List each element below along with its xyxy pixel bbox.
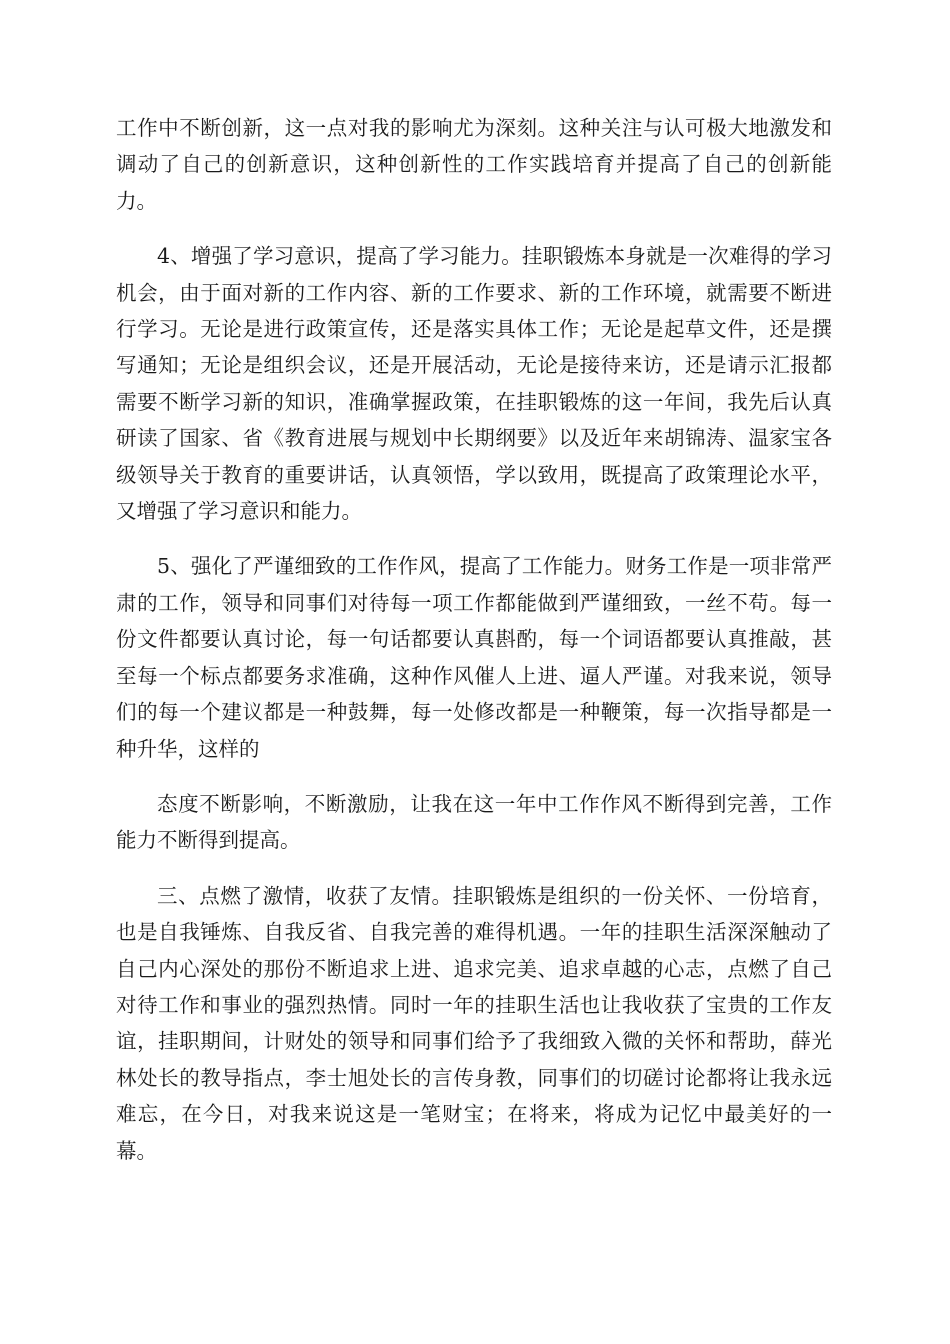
paragraph-learning: 4、增强了学习意识，提高了学习能力。挂职锻炼本身就是一次难得的学习机会，由于面对新的工作内容、新的工作要求、新的工作环境，就需要不断进行学习。无论是进行政策宣传，还是落实具体工作；无论是起草文件，还是撰写通知；无论是组织会议，还是开展活动，无论是接待来访，还是请示汇报都需要不断学习新的知识，准确掌握政策，在挂职锻炼的这一年间，我先后认真研读了国家、省《教育进展与规划中长期纲要》以及近年来胡锦涛、温家宝各级领导关于教育的重要讲话，认真领悟，学以致用，既提高了政策理论水平，又增强了学习意识和能力。 bbox=[116, 244, 832, 524]
paragraph-continuation: 工作中不断创新，这一点对我的影响尤为深刻。这种关注与认可极大地激发和调动了自己的创新意识，这种创新性的工作实践培育并提高了自己的创新能力。 bbox=[116, 116, 832, 213]
paragraph-attitude: 态度不断影响，不断激励，让我在这一年中工作作风不断得到完善，工作能力不断得到提高。 bbox=[116, 791, 832, 853]
document-body bbox=[116, 110, 832, 1188]
paragraph-work-style: 5、强化了严谨细致的工作作风，提高了工作能力。财务工作是一项非常严肃的工作，领导和同事们对待每一项工作都能做到严谨细致，一丝不苟。每一份文件都要认真讨论，每一句话都要认真斟酌，每一个词语都要认真推敲，甚至每一个标点都要务求准确，这种作风催人上进、逼人严谨。对我来说，领导们的每一个建议都是一种鼓舞，每一处修改都是一种鞭策，每一次指导都是一种升华，这样的 bbox=[116, 554, 832, 761]
paragraph-passion: 三、点燃了激情，收获了友情。挂职锻炼是组织的一份关怀、一份培育，也是自我锤炼、自我反省、自我完善的难得机遇。一年的挂职生活深深触动了自己内心深处的那份不断追求上进、追求完美、追求卓越的心志，点燃了自己对待工作和事业的强烈热情。同时一年的挂职生活也让我收获了宝贵的工作友谊，挂职期间，计财处的领导和同事们给予了我细致入微的关怀和帮助，薛光林处长的教导指点，李士旭处长的言传身教，同事们的切磋讨论都将让我永远难忘，在今日，对我来说这是一笔财宝；在将来，将成为记忆中最美好的一幕。 bbox=[116, 883, 832, 1163]
